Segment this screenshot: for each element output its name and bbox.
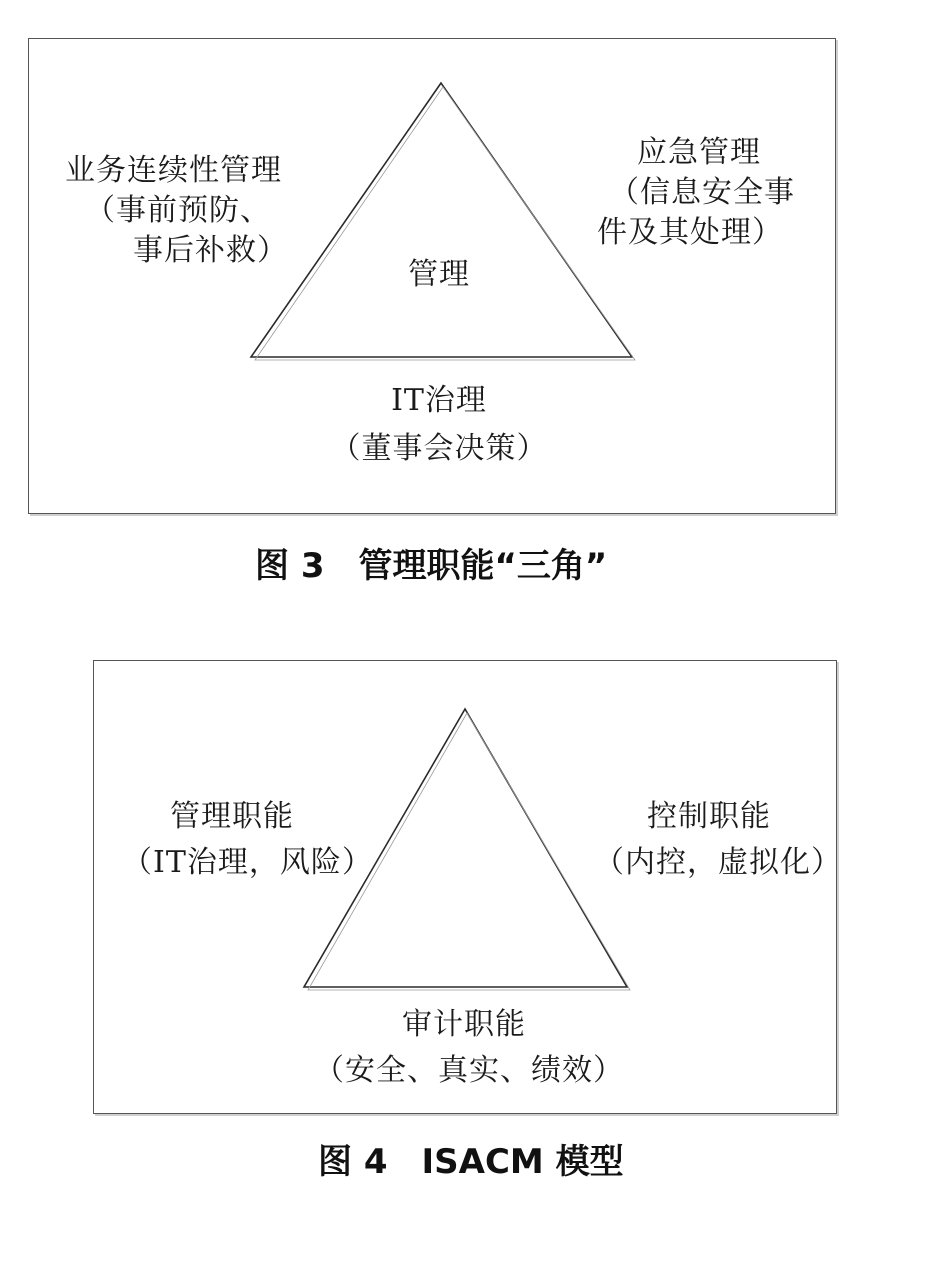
figure-3-caption [255, 538, 607, 587]
figure-3-caption-title: 管理职能“三角” [358, 546, 608, 586]
figure-3-top-left-line-3: 事后补救） [133, 233, 288, 268]
figure-3-top-left-label [65, 151, 288, 271]
figure-3-bottom-line-1: IT治理 [391, 383, 487, 418]
figure-3-top-left-line-1: 业务连续性管理 [65, 153, 282, 188]
figure-4-top-right-line-2: （内控，虚拟化） [594, 845, 842, 880]
figure-4-caption-number: 图 4 [318, 1142, 388, 1182]
figure-4-top-right-label [594, 797, 842, 883]
figure-3-center-label: 管理 [408, 257, 470, 292]
figure-4-top-left-line-2: （IT治理，风险） [122, 845, 373, 880]
figure-3-caption-number: 图 3 [255, 546, 325, 586]
figure-4-top-left-label [122, 797, 373, 883]
figure-3-top-right-line-2: （信息安全事 [609, 175, 795, 210]
figure-3-bottom-label [309, 381, 569, 469]
figure-4-caption-title: ISACM 模型 [421, 1142, 624, 1182]
figure-4-bottom-label [314, 1005, 624, 1091]
figure-4-top-left-line-1: 管理职能 [170, 799, 294, 834]
figure-3-top-right-line-1: 应急管理 [637, 135, 761, 170]
figure-4-bottom-line-1: 审计职能 [402, 1007, 526, 1042]
figure-3-bottom-line-2: （董事会决策） [330, 431, 548, 466]
figure-3-diagram [28, 38, 836, 514]
figure-4-top-right-line-1: 控制职能 [647, 799, 771, 834]
figure-3-top-left-line-2: （事前预防、 [85, 193, 271, 228]
figure-4-bottom-line-2: （安全、真实、绩效） [314, 1053, 624, 1088]
figure-3-top-right-line-3: 件及其处理） [597, 215, 783, 250]
figure-3-top-right-label [597, 133, 795, 253]
figure-4-diagram [93, 660, 842, 1114]
figure-4-caption [318, 1134, 624, 1183]
